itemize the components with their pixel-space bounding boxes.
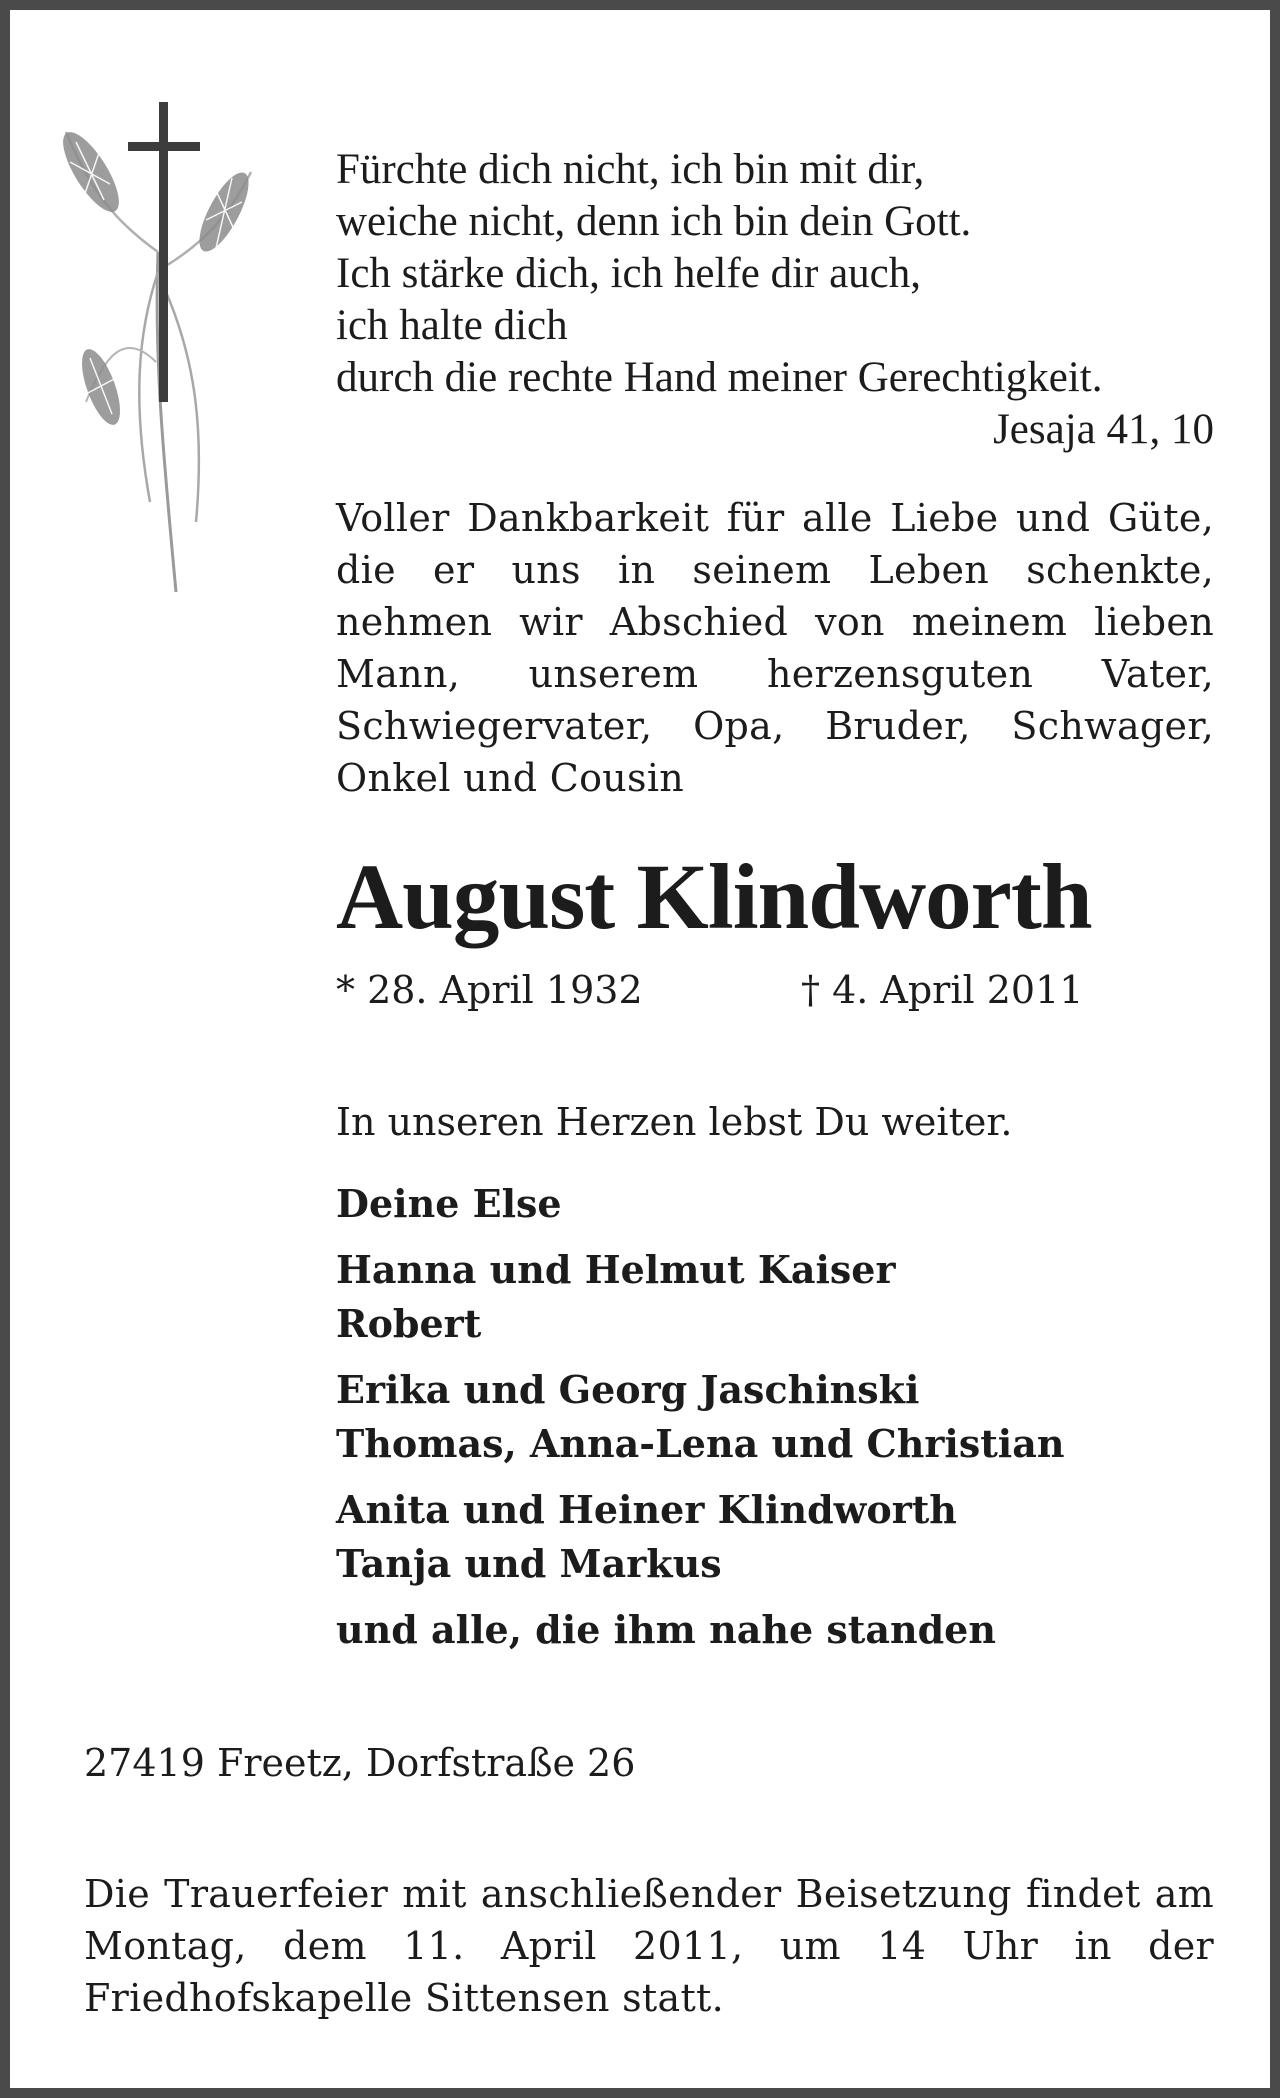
mourner-group (336, 1243, 1214, 1351)
mourner-line: Tanja und Markus (336, 1541, 722, 1586)
mourners-list (336, 1177, 1214, 1669)
death-date: † 4. April 2011 (801, 968, 1084, 1012)
verse-reference: Jesaja 41, 10 (993, 406, 1214, 453)
verse-line: Fürchte dich nicht, ich bin mit dir, (336, 146, 925, 193)
memorial-motto: In unseren Herzen lebst Du weiter. (336, 1100, 1013, 1144)
family-address: 27419 Freetz, Dorfstraße 26 (84, 1741, 636, 1785)
bible-verse (336, 144, 1214, 456)
deceased-name: August Klindworth (336, 846, 1092, 949)
mourner-group (336, 1483, 1214, 1591)
mourner-line: Deine Else (336, 1181, 562, 1226)
verse-line: ich halte dich (336, 302, 568, 349)
mourner-line: Hanna und Helmut Kaiser (336, 1247, 896, 1292)
cross-with-wheat-icon (46, 102, 266, 602)
verse-line: weiche nicht, denn ich bin dein Gott. (336, 198, 972, 245)
mourner-line: und alle, die ihm nahe standen (336, 1607, 996, 1652)
mourner-line: Erika und Georg Jaschinski (336, 1367, 920, 1412)
mourner-line: Robert (336, 1301, 482, 1346)
thanks-paragraph: Voller Dankbarkeit für alle Liebe und Güte, die er uns in seinem Leben schenkte, nehmen wir Abschied von meinem lieben Mann, unserem herzensguten Vater, Schwiegervater, Opa, Bruder, Schwager, Onkel und Cousin (336, 496, 1214, 800)
mourner-line: Anita und Heiner Klindworth (336, 1487, 957, 1532)
verse-line: durch die rechte Hand meiner Gerechtigkeit. (336, 354, 1103, 401)
mourner-line: Thomas, Anna-Lena und Christian (336, 1421, 1065, 1466)
mourner-group (336, 1363, 1214, 1471)
verse-line: Ich stärke dich, ich helfe dir auch, (336, 250, 922, 297)
birth-date: * 28. April 1932 (336, 968, 643, 1012)
mourner-group (336, 1177, 1214, 1231)
mourner-group (336, 1603, 1214, 1657)
funeral-service-info: Die Trauerfeier mit anschließender Beisetzung findet am Montag, dem 11. April 2011, um 14 Uhr in der Friedhofskapelle Sittensen statt. (84, 1872, 1214, 2020)
